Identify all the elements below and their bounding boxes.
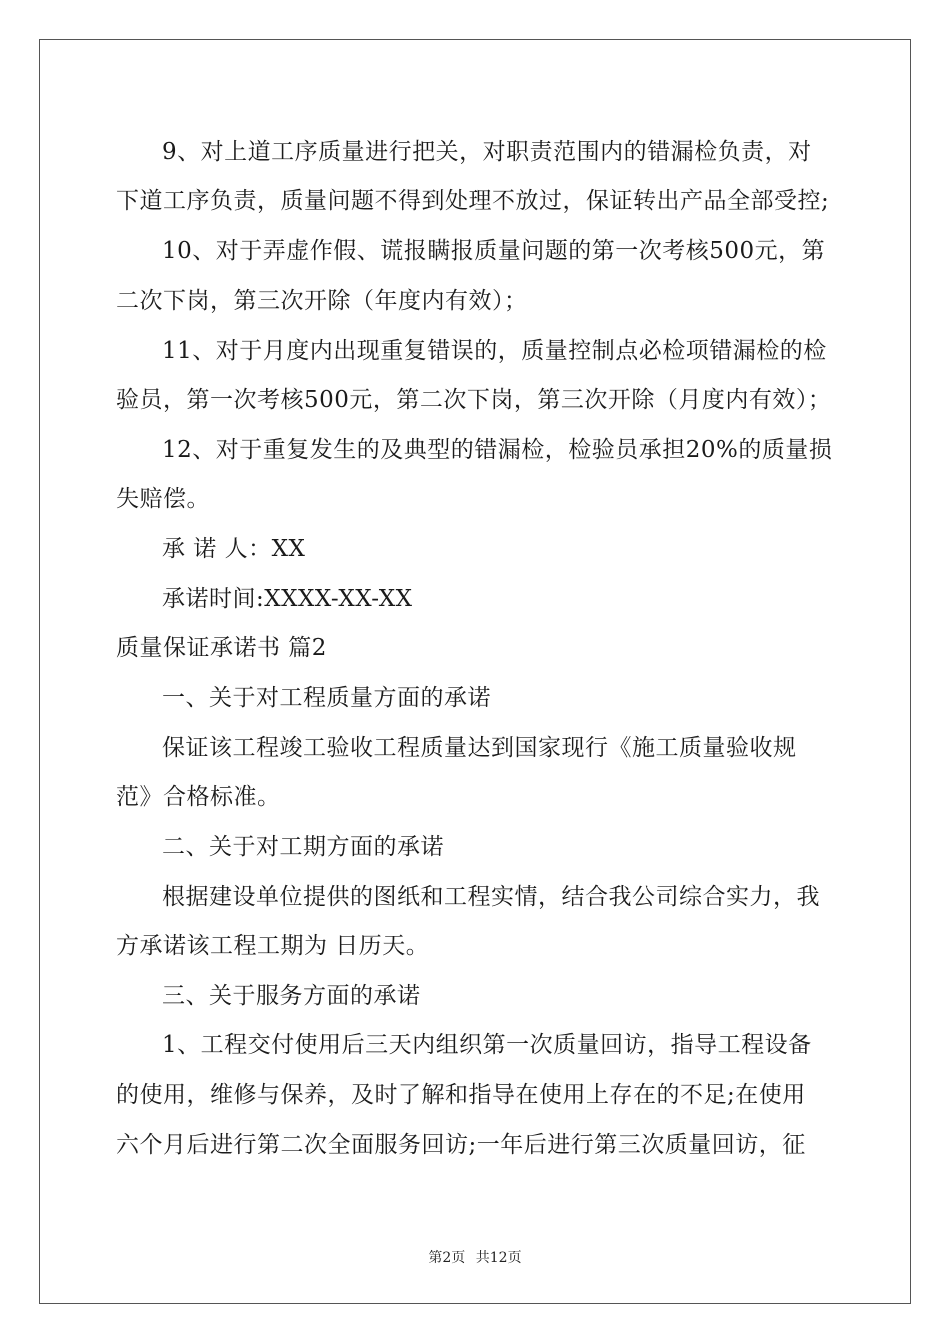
paragraph-line: 下道工序负责，质量问题不得到处理不放过，保证转出产品全部受控; [116,188,830,214]
page-number: 第2页 [428,1250,466,1266]
paragraph-line: 失赔偿。 [116,486,210,512]
paragraph-line: 1、工程交付使用后三天内组织第一次质量回访，指导工程设备 [162,1032,812,1058]
section-heading: 二、关于对工期方面的承诺 [162,834,444,860]
paragraph-line: 二次下岗，第三次开除（年度内有效）； [116,288,528,314]
paragraph-line: 验员，第一次考核500元，第二次下岗，第三次开除（月度内有效）； [116,387,832,413]
signatory-line: 承 诺 人：XX [162,536,306,562]
paragraph-line: 范》合格标准。 [116,784,281,810]
page-total: 共12页 [475,1250,522,1266]
section-heading: 一、关于对工程质量方面的承诺 [162,685,491,711]
page-footer [0,1247,950,1267]
paragraph-line: 方承诺该工程工期为 日历天。 [116,933,430,959]
paragraph-line: 10、对于弄虚作假、谎报瞒报质量问题的第一次考核500元，第 [162,238,826,264]
paragraph-line: 六个月后进行第二次全面服务回访;一年后进行第三次质量回访，征 [116,1132,806,1158]
date-line: 承诺时间:XXXX-XX-XX [162,586,413,612]
paragraph-line: 9、对上道工序质量进行把关，对职责范围内的错漏检负责，对 [162,139,812,165]
paragraph-line: 根据建设单位提供的图纸和工程实情，结合我公司综合实力，我 [162,884,820,910]
paragraph-line: 12、对于重复发生的及典型的错漏检，检验员承担20%的质量损 [162,437,833,463]
section-heading: 三、关于服务方面的承诺 [162,983,421,1009]
paragraph-line: 11、对于月度内出现重复错误的，质量控制点必检项错漏检的检 [162,338,827,364]
section-title: 质量保证承诺书 篇2 [116,635,327,661]
page-border [39,39,911,1304]
paragraph-line: 的使用，维修与保养，及时了解和指导在使用上存在的不足;在使用 [116,1082,806,1108]
paragraph-line: 保证该工程竣工验收工程质量达到国家现行《施工质量验收规 [162,735,797,761]
